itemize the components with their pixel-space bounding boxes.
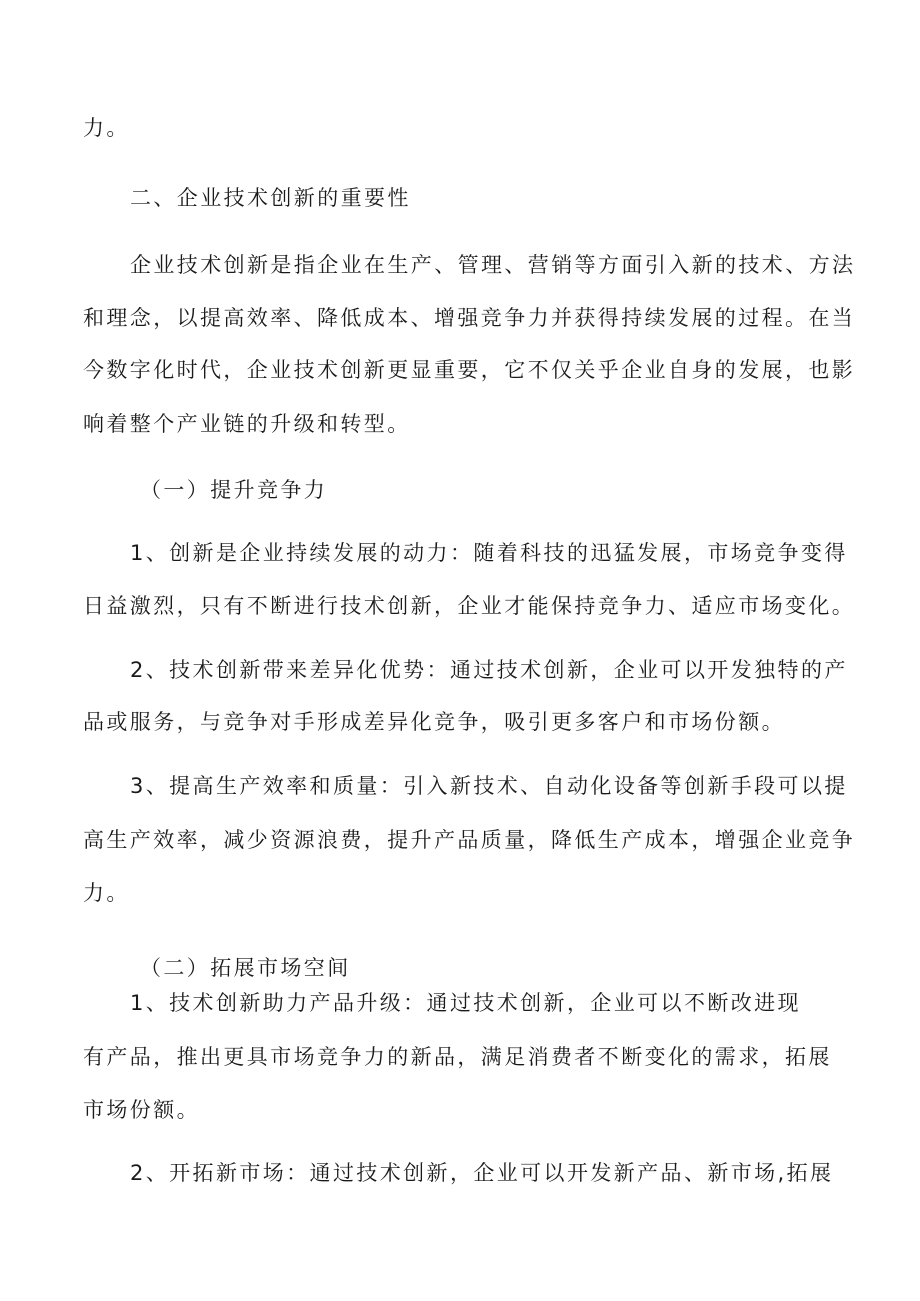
paragraph-line: 企业技术创新是指企业在生产、管理、营销等方面引入新的技术、方法: [130, 253, 856, 277]
subsection-heading: （一）提升竞争力: [140, 478, 328, 502]
paragraph-line: 有产品，推出更具市场竞争力的新品，满足消费者不断变化的需求，拓展: [83, 1045, 832, 1069]
section-heading: 二、企业技术创新的重要性: [130, 186, 411, 210]
paragraph-line: 品或服务，与竞争对手形成差异化竞争，吸引更多客户和市场份额。: [83, 710, 785, 734]
subsection-heading: （二）拓展市场空间: [140, 956, 351, 980]
paragraph-line: 响着整个产业链的升级和转型。: [83, 412, 411, 436]
paragraph-line: 市场份额。: [83, 1098, 200, 1122]
list-item-line: 3、提高生产效率和质量：引入新技术、自动化设备等创新手段可以提: [130, 774, 848, 798]
paragraph-line: 高生产效率，减少资源浪费，提升产品质量，降低生产成本，增强企业竞争: [83, 828, 856, 852]
paragraph-line: 日益激烈，只有不断进行技术创新，企业才能保持竞争力、适应市场变化。: [83, 594, 856, 618]
list-item-line: 2、技术创新带来差异化优势：通过技术创新，企业可以开发独特的产: [130, 658, 848, 682]
list-item-line: 1、技术创新助力产品升级：通过技术创新，企业可以不断改进现: [130, 991, 801, 1015]
paragraph-line: 和理念，以提高效率、降低成本、增强竞争力并获得持续发展的过程。在当: [83, 306, 856, 330]
list-item-line: 1、创新是企业持续发展的动力：随着科技的迅猛发展，市场竞争变得: [130, 541, 848, 565]
list-item-line: 2、开拓新市场：通过技术创新，企业可以开发新产品、新市场,拓展: [130, 1161, 834, 1185]
paragraph-line: 力。: [83, 116, 130, 140]
paragraph-line: 力。: [83, 881, 130, 905]
paragraph-line: 今数字化时代，企业技术创新更显重要，它不仅关乎企业自身的发展，也影: [83, 358, 856, 382]
